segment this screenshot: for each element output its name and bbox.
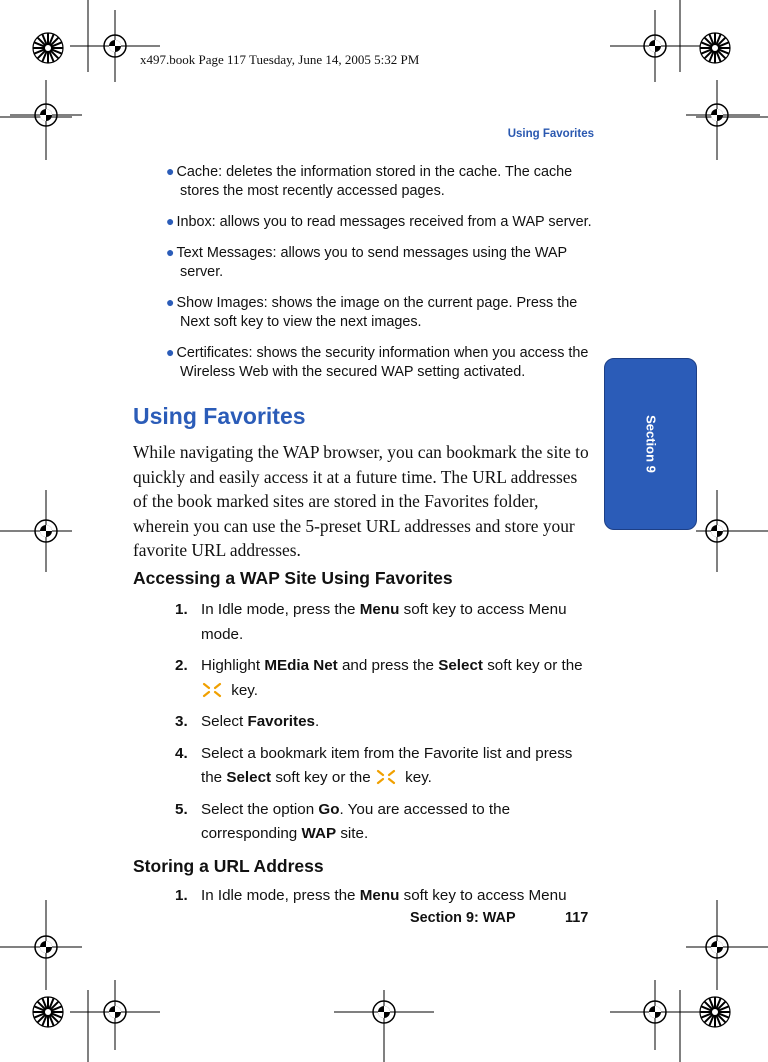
list-item: ● Certificates: shows the security information when you access the Wireless Web with the secured WAP setting activated. (166, 344, 589, 380)
intro-paragraph: While navigating the WAP browser, you can bookmark the site to quickly and easily access it at a future time. The URL addresses of the book marked sites are stored in the Favorites folder, wherein you can use the 5-preset URL addresses and store your favorite URL addresses. (133, 442, 589, 561)
section-heading: Using Favorites (133, 403, 306, 429)
print-slug: x497.book Page 117 Tuesday, June 14, 2005 5:32 PM (140, 52, 420, 67)
option-bullet-list (164, 162, 594, 393)
list-item: ● Text Messages: allows you to send messages using the WAP server. (166, 244, 567, 280)
step-item: 5. Select the option Go. You are accessed to the corresponding WAP site. (175, 800, 511, 842)
step-item: 1. In Idle mode, press the Menu soft key to access Menu (175, 887, 567, 904)
footer-section-label: Section 9: WAP (410, 910, 516, 926)
step-item: 3. Select Favorites. (175, 713, 320, 730)
page-number: 117 (565, 910, 589, 926)
nav-key-icon (201, 682, 223, 698)
star-target-icon (700, 33, 730, 63)
bullet-icon: ● (166, 344, 175, 360)
list-item: ● Inbox: allows you to read messages received from a WAP server. (166, 213, 592, 230)
nav-key-icon (375, 769, 397, 785)
step-item: 2. Highlight MEdia Net and press the Select soft key or the key. (175, 657, 583, 699)
star-target-icon (33, 997, 63, 1027)
bullet-icon: ● (166, 163, 175, 179)
list-item: ● Cache: deletes the information stored in the cache. The cache stores the most recently accessed pages. (166, 163, 573, 199)
bullet-icon: ● (166, 294, 175, 310)
accessing-steps (175, 598, 595, 854)
storing-steps (175, 884, 595, 916)
bullet-icon: ● (166, 213, 175, 229)
subheading-accessing: Accessing a WAP Site Using Favorites (133, 568, 453, 588)
star-target-icon (33, 33, 63, 63)
section-tab (604, 358, 697, 530)
step-item: 4. Select a bookmark item from the Favorite list and press the Select soft key or the key. (175, 744, 573, 786)
running-head: Using Favorites (507, 128, 594, 140)
step-item: 1. In Idle mode, press the Menu soft key to access Menu mode. (175, 601, 567, 643)
list-item: ● Show Images: shows the image on the current page. Press the Next soft key to view the next images. (166, 294, 578, 330)
bullet-icon: ● (166, 244, 175, 260)
star-target-icon (700, 997, 730, 1027)
subheading-storing: Storing a URL Address (133, 856, 324, 876)
section-tab-label: Section 9 (643, 415, 658, 473)
